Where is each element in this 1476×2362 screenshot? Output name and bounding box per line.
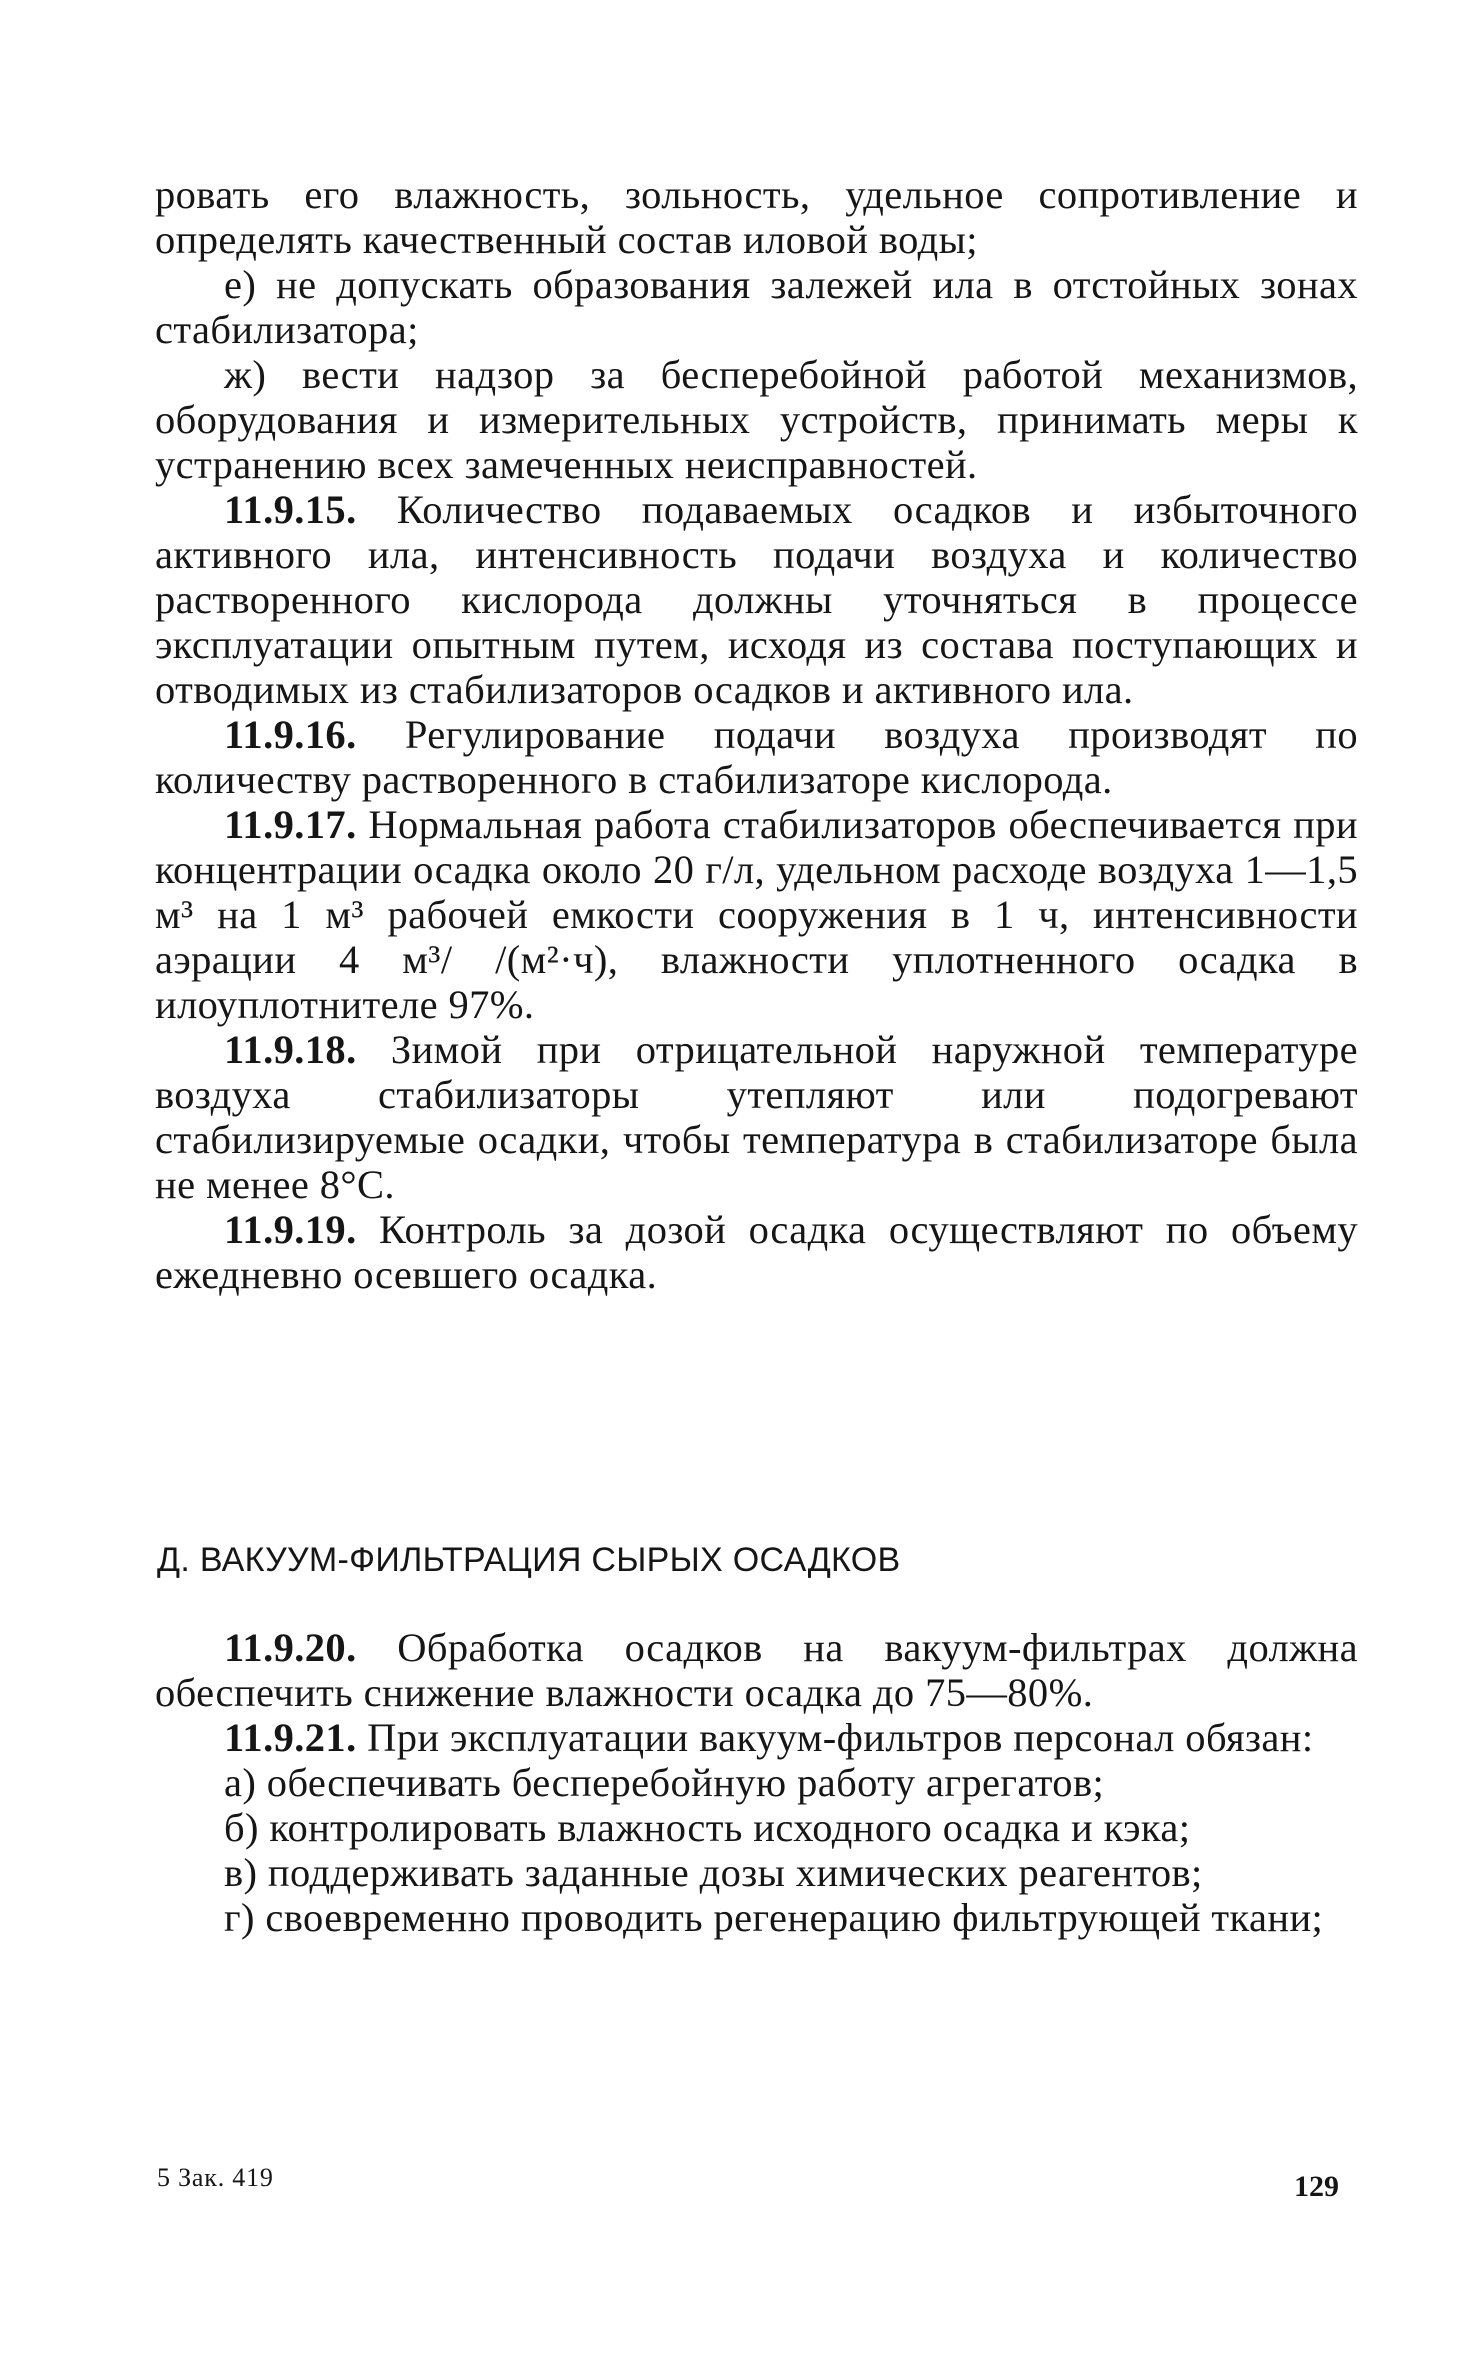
- paragraph-text: Нормальная работа стабилизаторов обеспечивается при концентрации осадка около 20 г/л, удельном расходе воздуха 1—1,5 м³ на 1 м³ рабочей емкости сооружения в 1 ч, интенсивности аэрации 4 м³/ /(м²·ч), влажности уплотненного осадка в илоуплотнителе 97%.: [155, 802, 1358, 1027]
- paragraph: [155, 1760, 1358, 1805]
- paragraph-text: Обработка осадков на вакуум-фильтрах должна обеспечить снижение влажности осадка до 75—80%.: [155, 1625, 1358, 1715]
- clause-number: 11.9.17.: [224, 802, 357, 847]
- clause-number: 11.9.16.: [224, 712, 357, 757]
- paragraph: [155, 172, 1358, 262]
- paragraph: [155, 1625, 1358, 1715]
- paragraph-text: е) не допускать образования залежей ила в отстойных зонах стабилизатора;: [155, 262, 1358, 352]
- paragraph: [155, 487, 1358, 712]
- paragraph: [155, 712, 1358, 802]
- paragraph-text: Зимой при отрицательной наружной температуре воздуха стабилизаторы утепляют или подогревают стабилизируемые осадки, чтобы температура в стабилизаторе была не менее 8°С.: [155, 1027, 1358, 1207]
- bottom-text-block: [155, 1625, 1358, 1940]
- paragraph-text: При эксплуатации вакуум-фильтров персонал обязан:: [367, 1715, 1314, 1760]
- page-number: 129: [1294, 2170, 1339, 2203]
- paragraph-text: а) обеспечивать бесперебойную работу агрегатов;: [224, 1760, 1105, 1805]
- paragraph: [155, 1805, 1358, 1850]
- paragraph-text: Контроль за дозой осадка осуществляют по объему ежедневно осевшего осадка.: [155, 1207, 1358, 1297]
- paragraph-text: ж) вести надзор за бесперебойной работой механизмов, оборудования и измерительных устройств, принимать меры к устранению всех замеченных неисправностей.: [155, 352, 1358, 487]
- top-text-block: [155, 172, 1358, 1297]
- paragraph: [155, 262, 1358, 352]
- paragraph: [155, 1715, 1358, 1760]
- clause-number: 11.9.19.: [224, 1207, 357, 1252]
- paragraph: [155, 1895, 1358, 1940]
- paragraph: [155, 802, 1358, 1027]
- clause-number: 11.9.21.: [224, 1715, 357, 1760]
- section-heading: Д. ВАКУУМ-ФИЛЬТРАЦИЯ СЫРЫХ ОСАДКОВ: [157, 1541, 901, 1579]
- clause-number: 11.9.15.: [224, 487, 357, 532]
- paragraph-text: ровать его влажность, зольность, удельное сопротивление и определять качественный состав иловой воды;: [155, 172, 1358, 262]
- paragraph: [155, 1207, 1358, 1297]
- paragraph: [155, 352, 1358, 487]
- paragraph-text: Количество подаваемых осадков и избыточного активного ила, интенсивность подачи воздуха и количество растворенного кислорода должны уточняться в процессе эксплуатации опытным путем, исходя из состава поступающих и отводимых из стабилизаторов осадков и активного ила.: [155, 487, 1358, 712]
- paragraph: [155, 1027, 1358, 1207]
- paragraph: [155, 1850, 1358, 1895]
- paragraph-text: б) контролировать влажность исходного осадка и кэка;: [224, 1805, 1191, 1850]
- paragraph-text: в) поддерживать заданные дозы химических реагентов;: [224, 1850, 1203, 1895]
- print-order-note: 5 Зак. 419: [157, 2163, 274, 2192]
- paragraph-text: г) своевременно проводить регенерацию фильтрующей ткани;: [224, 1895, 1324, 1940]
- clause-number: 11.9.20.: [224, 1625, 357, 1670]
- paragraph-text: Регулирование подачи воздуха производят по количеству растворенного в стабилизаторе кислорода.: [155, 712, 1358, 802]
- clause-number: 11.9.18.: [224, 1027, 357, 1072]
